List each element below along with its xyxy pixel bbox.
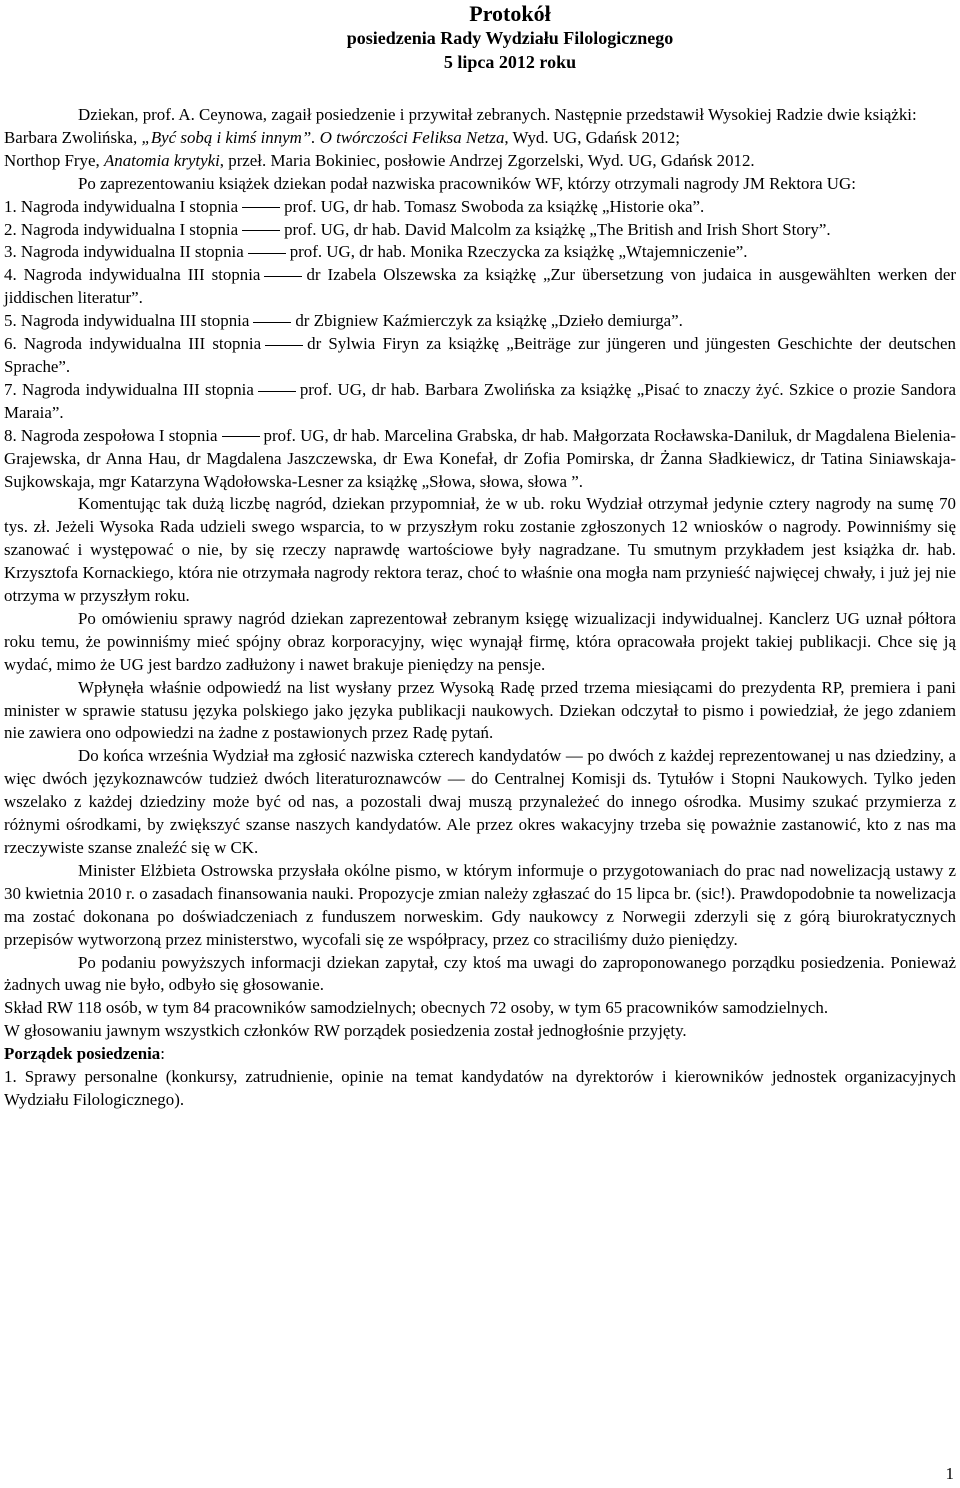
book-2 (4, 150, 956, 173)
award-item-6 (4, 333, 956, 379)
paragraph-agenda-vote: Po podaniu powyższych informacji dziekan zapytał, czy ktoś ma uwagi do zaproponowanego porządku posiedzenia. Ponieważ żadnych uwag nie było, odbyło się głosowanie. (4, 952, 956, 995)
award-recipient: prof. UG, dr hab. Monika Rzeczycka za książkę „Wtajemniczenie”. (289, 242, 748, 262)
document-page (4, 0, 956, 1488)
award-prize: Nagroda zespołowa I stopnia (20, 425, 218, 445)
award-prize: Nagroda indywidualna III stopnia (22, 379, 254, 399)
award-number: 7. (4, 379, 17, 399)
award-recipient: dr Sylwia Firyn za książkę „Beiträge zur jüngeren und jüngesten Geschichte der deutschen Sprache”. (4, 334, 956, 376)
award-recipient: dr Izabela Olszewska za książkę „Zur übersetzung von judaica in ausgewählten werken der jiddischen literatur”. (4, 265, 956, 308)
book-1-publisher: , Wyd. UG, Gdańsk 2012; (504, 127, 680, 147)
award-item-1 (4, 196, 956, 219)
award-recipient: dr Zbigniew Kaźmierczyk za książkę „Dzieło demiurga”. (295, 311, 683, 331)
document-subtitle: posiedzenia Rady Wydziału Filologicznego (346, 28, 674, 48)
paragraph-vote-result: W głosowaniu jawnym wszystkich członków RW porządek posiedzenia został jednogłośnie przyjęty. (4, 1021, 687, 1041)
award-item-2 (4, 219, 956, 242)
award-number: 6. (4, 334, 17, 354)
award-prize: Nagroda indywidualna III stopnia (23, 334, 262, 354)
agenda-heading-colon: : (160, 1044, 165, 1064)
award-recipient: prof. UG, dr hab. Barbara Zwolińska za książkę „Pisać to znaczy żyć. Szkice o prozie Sandora Maraia”. (4, 379, 956, 422)
book-1 (4, 127, 956, 150)
paragraph-council-composition: Skład RW 118 osób, w tym 84 pracowników samodzielnych; obecnych 72 osoby, w tym 65 pracowników samodzielnych. (4, 998, 829, 1018)
awards-intro-paragraph: Po zaprezentowaniu książek dziekan podał nazwiska pracowników WF, którzy otrzymali nagrody JM Rektora UG: (78, 173, 856, 193)
award-recipient: prof. UG, dr hab. Tomasz Swoboda za książkę „Historie oka”. (284, 196, 705, 216)
agenda-item-1: 1. Sprawy personalne (konkursy, zatrudnienie, opinie na temat kandydatów na dyrektorów i kierowników jednostek organizacyjnych Wydziału Filologicznego). (4, 1067, 956, 1109)
award-prize: Nagroda indywidualna I stopnia (20, 196, 239, 216)
dash (253, 322, 291, 323)
document-date: 5 lipca 2012 roku (443, 52, 577, 72)
award-prize: Nagroda indywidualna III stopnia (23, 265, 261, 285)
award-item-7 (4, 379, 956, 425)
dash (248, 253, 286, 254)
page-number: 1 (945, 1464, 954, 1483)
paragraph-visualization-book: Po omówieniu sprawy nagród dziekan zaprezentował zebranym księgę wizualizacji indywidualnej. Kanclerz UG uznał półtora roku temu, że powinniśmy mieć spójny obraz korporacyjny, więc wynajął firmę, która opracowała projekt takiej publikacji. Chce się ją wydać, mimo że UG jest bardzo zadłużony i nawet brakuje pieniędzy na pensje. (4, 608, 956, 674)
award-item-5 (4, 310, 956, 333)
document-header (64, 1, 956, 74)
award-number: 5. (4, 311, 17, 331)
paragraph-candidates: Do końca września Wydział ma zgłosić nazwiska czterech kandydatów — po dwóch z każdej reprezentowanej u nas dziedziny, a więc dwóch językoznawców tudzież dwóch literaturoznawców — do Centralnej Komisji ds. Tytułów i Stopni Naukowych. Tylko jeden wszelako z każdej dziedziny może być od nas, a pozostali dwaj muszą przynależeć do innego ośrodka. Musimy szukać przymierza z różnymi ośrodkami, by zwiększyć szanse naszych kandydatów. Ale przez okres wakacyjny trzeba się poważnie zastanowić, kto z nas ma rzeczywiste szanse znaleźć się w CK. (4, 746, 956, 857)
dash (242, 230, 280, 231)
award-number: 8. (4, 425, 17, 445)
book-2-title: Anatomia krytyki (103, 150, 220, 170)
award-item-3 (4, 241, 956, 264)
award-item-4 (4, 264, 956, 310)
award-prize: Nagroda indywidualna I stopnia (20, 219, 239, 239)
document-title: Protokół (469, 1, 551, 26)
paragraph-awards-comment: Komentując tak dużą liczbę nagród, dziekan przypomniał, że w ub. roku Wydział otrzymał jedynie cztery nagrody na sumę 70 tys. zł. Jeżeli Wysoka Rada udzieli swego wsparcia, to w przyszłym roku zostanie zgłoszonych 12 wniosków o nagrody. Powinniśmy się szanować i występować o nie, by się rzeczy naprawdę wartościowe były nagradzane. Tu smutnym przykładem jest książka dr. hab. Krzysztofa Kornackiego, która nie otrzymała nagrody rektora teraz, choć to właśnie ona mogła nam przynieść najwięcej chwały, i już jej nie otrzyma w przyszłym roku. (4, 494, 956, 606)
award-number: 2. (4, 219, 17, 239)
agenda-heading (4, 1043, 956, 1066)
book-2-publisher: , przeł. Maria Bokiniec, posłowie Andrzej Zgorzelski, Wyd. UG, Gdańsk 2012. (219, 150, 755, 170)
agenda-heading-label: Porządek posiedzenia (4, 1044, 161, 1064)
book-1-author: Barbara Zwolińska, (4, 127, 142, 147)
dash (265, 345, 303, 346)
document-body (4, 104, 956, 1112)
dash (258, 391, 296, 392)
dash (222, 436, 260, 437)
paragraph-minister-letter: Minister Elżbieta Ostrowska przysłała okólne pismo, w którym informuje o przygotowaniach do prac nad nowelizacją ustawy z 30 kwietnia 2010 r. o zasadach finansowania nauki. Propozycje zmian należy zgłaszać do 15 lipca br. (sic!). Prawdopodobnie ta nowelizacja ma zostać dokonana po doświadczeniach z funduszem norweskim. Gdy naukowcy z Norwegii zderzyli się z górą biurokratycznych przepisów wytworzoną przez ministerstwo, wycofali się ze współpracy, przez co straciliśmy dużo pieniędzy. (4, 860, 956, 949)
award-recipient: prof. UG, dr hab. Marcelina Grabska, dr hab. Małgorzata Rocławska-Daniluk, dr Magdalena Bielenia- Grajewska, dr Anna Hau, dr Magdalena Jaszczewska, dr Ewa Konefał, dr Zofia Pomirska, dr Żanna Sładkiewicz, dr Tatina Siniawskaja-Sujkowskaja, mgr Katarzyna Wądołowska-Lesner za książkę „Słowa, słowa, słowa ”. (4, 425, 956, 491)
book-1-title: „Być sobą i kimś innym”. O twórczości Feliksa Netza (141, 127, 505, 147)
award-item-8 (4, 425, 956, 494)
dash (264, 276, 302, 277)
award-number: 1. (4, 196, 17, 216)
award-prize: Nagroda indywidualna III stopnia (20, 311, 250, 331)
award-prize: Nagroda indywidualna II stopnia (20, 242, 244, 262)
book-2-author: Northop Frye, (4, 150, 104, 170)
dash (242, 207, 280, 208)
award-recipient: prof. UG, dr hab. David Malcolm za książkę „The British and Irish Short Story”. (284, 219, 831, 239)
award-number: 3. (4, 242, 17, 262)
intro-paragraph: Dziekan, prof. A. Ceynowa, zagaił posiedzenie i przywitał zebranych. Następnie przedstawił Wysokiej Radzie dwie książki: (78, 105, 917, 124)
paragraph-letter-reply: Wpłynęła właśnie odpowiedź na list wysłany przez Wysoką Radę przed trzema miesiącami do prezydenta RP, premiera i pani minister w sprawie statusu języka polskiego jako języka publikacji naukowych. Dziekan odczytał to pismo i powiedział, że jego zdaniem nie zawiera ono odpowiedzi na żadne z postawionych przez Radę pytań. (4, 677, 956, 743)
award-number: 4. (4, 265, 17, 285)
